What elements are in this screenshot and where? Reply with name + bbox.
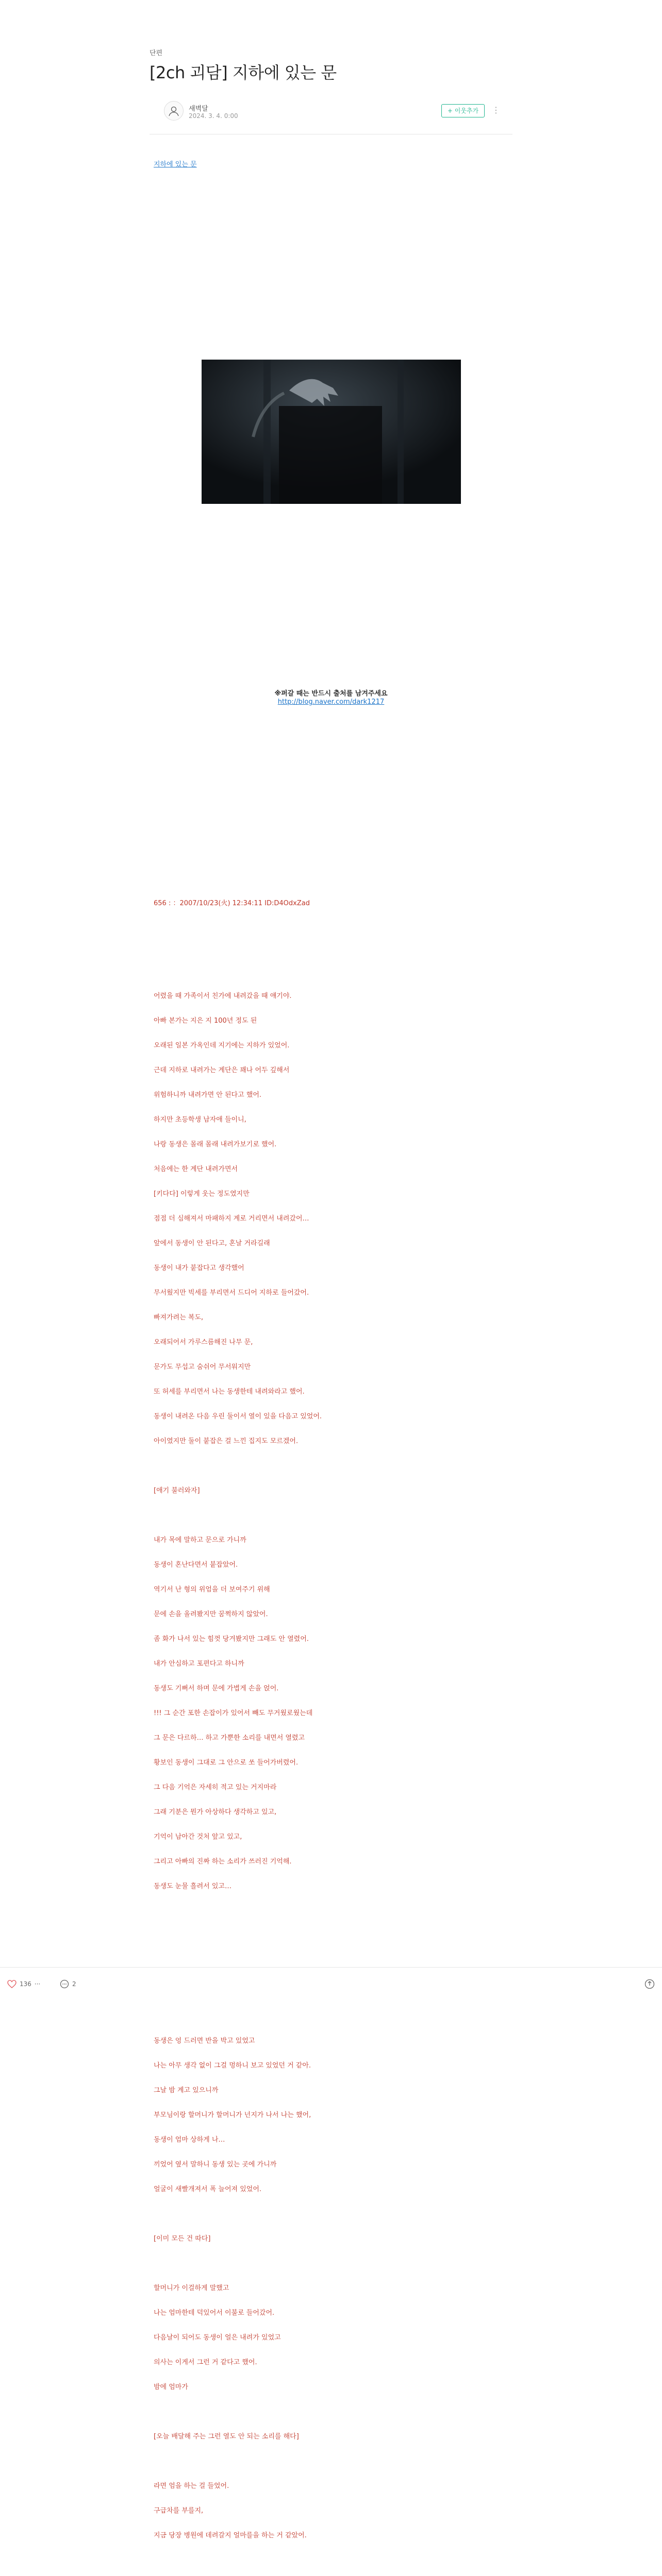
story-line: 무서웠지만 빅세를 부리면서 드디어 지하로 들어갔어.	[154, 1289, 309, 1297]
heart-icon	[7, 1980, 16, 1988]
story-line: 문가도 무섭고 숨쉬어 무서워지만	[154, 1363, 251, 1371]
story-line: 동생이 혼난다면서 붙잡았어.	[154, 1561, 238, 1569]
story-line: 내가 안심하고 포편다고 하니까	[154, 1660, 244, 1668]
story-line: 황보인 동생이 그대로 그 안으로 쏘 들어가버렸어.	[154, 1759, 299, 1767]
story-line: 그래 기분은 뭔가 아상하다 생각하고 있고,	[154, 1808, 277, 1816]
author-row	[150, 97, 512, 123]
more-options-icon[interactable]: ⋮	[492, 105, 500, 115]
story-line: 그리고 아빠의 진짜 하는 소리가 쓰러진 기억해.	[154, 1858, 292, 1866]
story-line: [애기 불러와자]	[154, 1487, 200, 1495]
story-line: 어렸을 때 가족이서 친가에 내려갔을 때 얘기야.	[154, 992, 292, 1000]
story-line: 내가 목에 말하고 문으로 가니까	[154, 1536, 246, 1544]
story-line: 나랑 동생은 몰래 몰래 내려가보기로 했어.	[154, 1141, 277, 1148]
story-line: 끼었어 옆서 말하니 동생 있는 곳에 가니까	[154, 2161, 277, 2168]
story-line: 나는 아무 생각 없이 그걸 멍하니 보고 있었던 거 같아.	[154, 2062, 311, 2070]
story-line: 부모님이랑 할머니가 할머니가 넌지가 나서 나는 했어,	[154, 2111, 311, 2119]
share-icon[interactable]	[644, 1979, 655, 1989]
like-count: 136	[20, 1980, 31, 1988]
story-line: 동생이 내가 붙잡다고 생각했어	[154, 1264, 244, 1272]
story-line: 빠져가려는 복도,	[154, 1314, 204, 1321]
comment-icon	[60, 1979, 69, 1989]
story-line: 라면 엄을 하는 걸 들었어.	[154, 2482, 229, 2490]
story-line: 그 문은 다르하… 하고 가뿐한 소리를 내면서 열렸고	[154, 1734, 305, 1742]
author-name[interactable]: 새벽달	[189, 105, 208, 113]
post-header-line: 656 : ：2007/10/23(火) 12:34:11 ID:D4OdxZad	[154, 900, 310, 907]
story-line: 그날 밤 계고 있으니까	[154, 2087, 219, 2094]
story-line: 위험하니까 내려가면 안 된다고 했어.	[154, 1091, 262, 1099]
comment-count: 2	[72, 1980, 76, 1988]
add-neighbor-button[interactable]: + 이웃추가	[441, 104, 485, 117]
story-line: 동생이 내려온 다음 우린 둘이서 열이 있을 다음고 있었어.	[154, 1413, 322, 1420]
story-line: 하지만 초등학생 남자애 들이니,	[154, 1116, 246, 1124]
story-line: [오늘 배달해 주는 그런 열도 안 되는 소리를 해다]	[154, 2433, 299, 2441]
story-line: 나는 엄마한테 덕있어서 이불로 들어갔어.	[154, 2309, 275, 2317]
like-button[interactable]	[7, 1979, 40, 1989]
story-line: [이미 모든 건 따다]	[154, 2235, 211, 2243]
story-line: 그 다음 기억은 자세히 적고 있는 거지마라	[154, 1784, 277, 1791]
story-line: 또 허세를 부리면서 나는 동생한테 내려와라고 했어.	[154, 1388, 305, 1396]
dark-hand-image	[202, 360, 461, 504]
story-line: 근데 지하로 내려가는 계단은 꽤나 어두 깊해서	[154, 1066, 290, 1074]
story-line: [키다다] 이렇게 웃는 정도였지만	[154, 1190, 250, 1198]
story-line: 역기서 난 형의 위엄을 더 보여주기 위해	[154, 1586, 270, 1594]
bottom-action-bar	[0, 1967, 662, 2001]
story-line: 동생은 엉 드러면 반을 박고 있었고	[154, 2037, 255, 2045]
story-line: 할머니가 이걸하게 말했고	[154, 2284, 229, 2292]
story-line: 처음에는 한 계단 내려가면서	[154, 1165, 238, 1173]
copyright-notice: ※퍼갈 때는 반드시 출처를 남겨주세요	[274, 690, 388, 698]
category-label[interactable]: 단편	[150, 49, 163, 57]
story-line: 동생도 눈물 흘려서 있고…	[154, 1883, 231, 1890]
like-more-icon[interactable]: ···	[34, 1980, 41, 1988]
story-line: 좀 화가 나서 있는 힘껏 당겨봤지만 그래도 안 열렸어.	[154, 1635, 309, 1643]
story-line: 문에 손을 올려봤지만 꿈쩍하지 않았어.	[154, 1611, 268, 1618]
story-line: 다음날이 되어도 동생이 얼은 내려가 있었고	[154, 2334, 281, 2342]
story-line: 오래된 일본 가옥인데 지기에는 지하가 있었어.	[154, 1042, 290, 1049]
story-line: 앞에서 동생이 안 된다고, 혼날 거라길래	[154, 1240, 270, 1247]
story-line: 동생도 기뻐서 하며 문에 가볍게 손을 얹어.	[154, 1685, 279, 1692]
story-line: 구급차를 부를지,	[154, 2507, 204, 2515]
story-line: !!! 그 순간 포한 손잡이가 있어서 빼도 무거웠로웠는데	[154, 1709, 313, 1717]
comment-button[interactable]	[60, 1979, 76, 1989]
story-line: 아빠 본가는 지은 지 100년 정도 된	[154, 1017, 257, 1025]
source-link[interactable]: 지하에 있는 문	[154, 161, 197, 168]
avatar[interactable]	[164, 101, 184, 121]
story-line: 동생이 엄마 상하게 나…	[154, 2136, 225, 2144]
post-title: [2ch 괴담] 지하에 있는 문	[150, 63, 337, 82]
story-line: 아이였지만 둘이 붙잡은 걸 느낀 집지도 모르겠어.	[154, 1437, 299, 1445]
story-line: 밤에 엄마가	[154, 2383, 188, 2391]
story-line: 지금 당장 병원에 데려갈지 얼마를을 하는 거 같았어.	[154, 2532, 307, 2539]
story-line: 기억이 남아간 것처 앞고 있고,	[154, 1833, 242, 1841]
profile-icon	[168, 105, 180, 117]
post-date: 2024. 3. 4. 0:00	[189, 112, 238, 120]
story-line: 오래되어서 가루스름해진 나무 문,	[154, 1338, 253, 1346]
story-line: 점점 더 심해져서 마패하지 계로 거리면서 내려갔어…	[154, 1215, 309, 1223]
story-line: 얼굴이 새빨개져서 폭 늘어져 있었어.	[154, 2185, 262, 2193]
story-line: 의사는 이게서 그런 거 같다고 했어.	[154, 2359, 257, 2366]
post-image[interactable]	[202, 360, 461, 504]
blog-link[interactable]: http://blog.naver.com/dark1217	[277, 698, 385, 706]
